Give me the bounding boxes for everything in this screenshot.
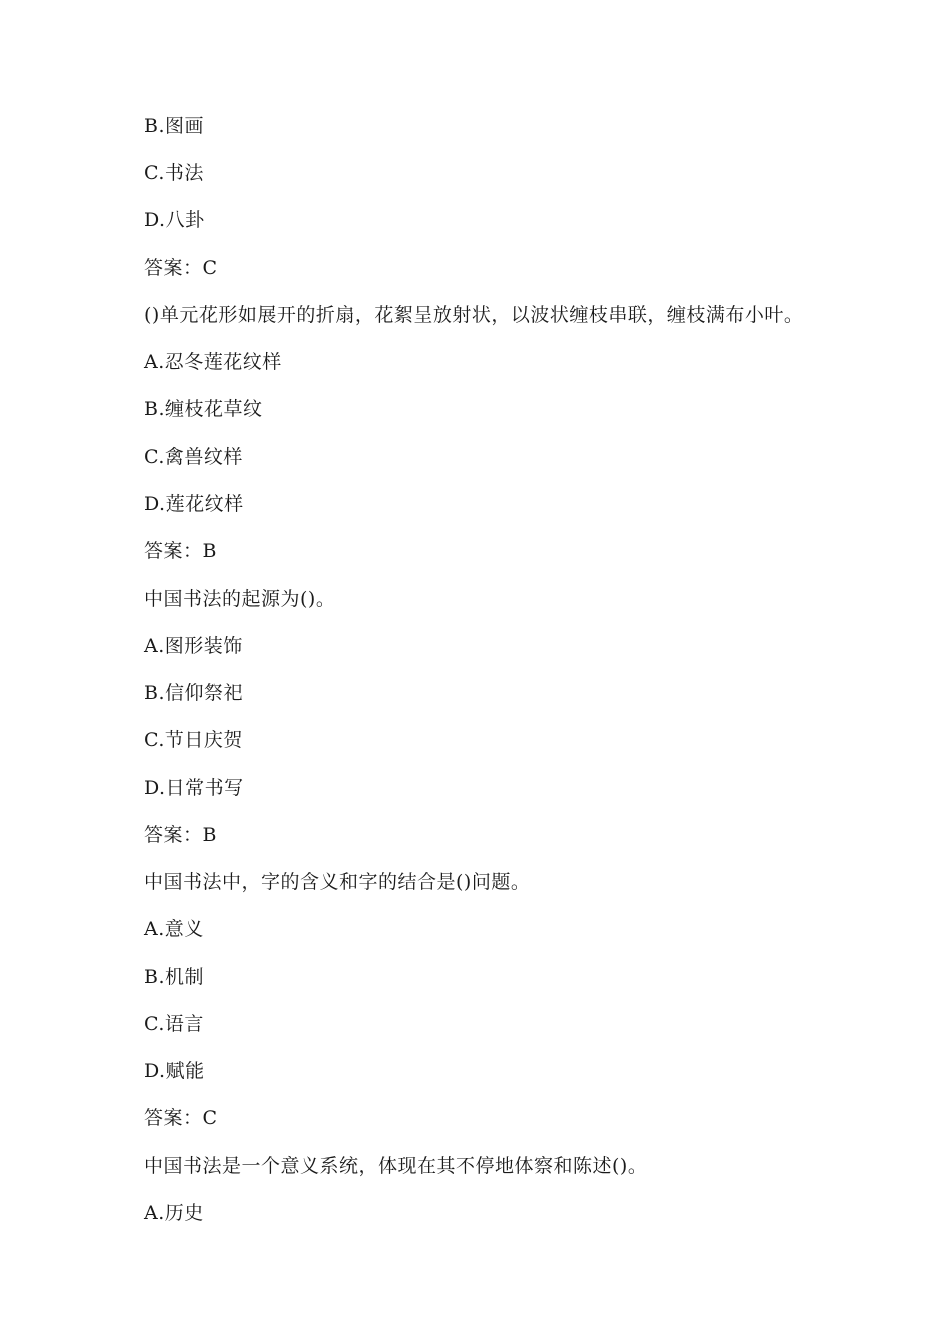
answer-text: 答案：B — [144, 824, 217, 846]
option-a: A.历史 — [144, 1202, 204, 1224]
option-d-bagua: D.八卦 — [144, 209, 205, 231]
question-text: 中国书法的起源为()。 — [144, 588, 336, 610]
answer-text: 答案：C — [144, 257, 218, 279]
option-c: C.禽兽纹样 — [144, 446, 243, 468]
question-text: ()单元花形如展开的折扇，花絮呈放射状，以波状缠枝串联，缠枝满布小叶。 — [144, 304, 804, 326]
option-c-calligraphy: C.书法 — [144, 162, 204, 184]
option-a: A.意义 — [144, 918, 204, 940]
option-b: B.缠枝花草纹 — [144, 398, 263, 420]
answer-text: 答案：C — [144, 1107, 218, 1129]
option-c: C.节日庆贺 — [144, 729, 243, 751]
question-text: 中国书法是一个意义系统，体现在其不停地体察和陈述()。 — [144, 1155, 648, 1177]
option-d: D.日常书写 — [144, 777, 244, 799]
option-b: B.机制 — [144, 966, 205, 988]
option-d: D.赋能 — [144, 1060, 205, 1082]
option-b-drawing: B.图画 — [144, 115, 205, 137]
question-text: 中国书法中，字的含义和字的结合是()问题。 — [144, 871, 531, 893]
option-b: B.信仰祭祀 — [144, 682, 244, 704]
option-a: A.图形装饰 — [144, 635, 243, 657]
answer-text: 答案：B — [144, 540, 217, 562]
option-d: D.莲花纹样 — [144, 493, 244, 515]
option-a: A.忍冬莲花纹样 — [144, 351, 282, 373]
option-c: C.语言 — [144, 1013, 204, 1035]
